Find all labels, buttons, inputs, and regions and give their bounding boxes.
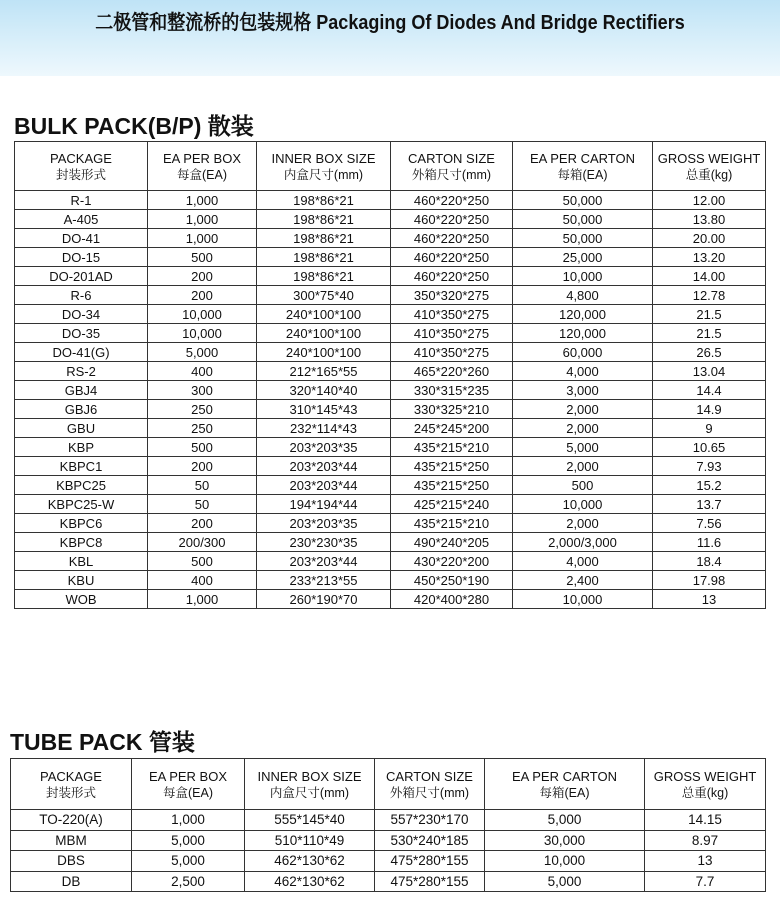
cell-package: DO-201AD — [15, 267, 148, 286]
cell-ea-per-carton: 10,000 — [485, 851, 645, 872]
cell-gross-weight: 15.2 — [653, 476, 766, 495]
cell-carton-size: 475*280*155 — [375, 851, 485, 872]
cell-gross-weight: 8.97 — [645, 830, 766, 851]
cell-ea-per-carton: 50,000 — [513, 191, 653, 210]
header-banner — [0, 0, 780, 76]
cell-ea-per-box: 200 — [148, 457, 257, 476]
cell-ea-per-box: 10,000 — [148, 324, 257, 343]
column-header-cn: 每箱(EA) — [539, 786, 590, 800]
table-row — [15, 552, 766, 571]
column-header-carton-size — [391, 142, 513, 191]
cell-ea-per-carton: 25,000 — [513, 248, 653, 267]
cell-carton-size: 460*220*250 — [391, 267, 513, 286]
cell-gross-weight: 12.00 — [653, 191, 766, 210]
column-header-cn: 每盒(EA) — [176, 168, 227, 182]
cell-ea-per-carton: 5,000 — [485, 810, 645, 831]
column-header-cn: 每盒(EA) — [162, 786, 213, 800]
cell-package: DO-15 — [15, 248, 148, 267]
column-header-inner-box-size — [245, 759, 375, 810]
cell-carton-size: 420*400*280 — [391, 590, 513, 609]
cell-gross-weight: 14.9 — [653, 400, 766, 419]
table-row — [11, 871, 766, 892]
cell-ea-per-carton: 5,000 — [485, 871, 645, 892]
cell-gross-weight: 7.7 — [645, 871, 766, 892]
cell-ea-per-carton: 4,800 — [513, 286, 653, 305]
cell-package: MBM — [11, 830, 132, 851]
column-header-en: EA PER CARTON — [512, 769, 617, 784]
header-row — [15, 142, 766, 191]
cell-gross-weight: 13 — [645, 851, 766, 872]
column-header-cn: 外箱尺寸(mm) — [411, 168, 492, 182]
cell-inner-box-size: 232*114*43 — [257, 419, 391, 438]
column-header-carton-size — [375, 759, 485, 810]
bulk-pack-title: BULK PACK(B/P) 散装 — [14, 113, 254, 139]
cell-inner-box-size: 212*165*55 — [257, 362, 391, 381]
table-row — [11, 830, 766, 851]
cell-carton-size: 435*215*210 — [391, 438, 513, 457]
cell-ea-per-box: 500 — [148, 552, 257, 571]
cell-package: GBJ6 — [15, 400, 148, 419]
cell-inner-box-size: 194*194*44 — [257, 495, 391, 514]
cell-ea-per-carton: 2,000 — [513, 419, 653, 438]
cell-carton-size: 460*220*250 — [391, 248, 513, 267]
column-header-gross-weight — [653, 142, 766, 191]
table-row — [15, 362, 766, 381]
table-row — [15, 457, 766, 476]
cell-inner-box-size: 198*86*21 — [257, 229, 391, 248]
cell-inner-box-size: 203*203*44 — [257, 476, 391, 495]
cell-carton-size: 245*245*200 — [391, 419, 513, 438]
cell-inner-box-size: 240*100*100 — [257, 343, 391, 362]
cell-package: KBPC25 — [15, 476, 148, 495]
column-header-ea-per-carton — [485, 759, 645, 810]
table-row — [15, 381, 766, 400]
cell-carton-size: 435*215*250 — [391, 457, 513, 476]
cell-ea-per-box: 400 — [148, 571, 257, 590]
cell-ea-per-box: 200 — [148, 267, 257, 286]
cell-inner-box-size: 462*130*62 — [245, 871, 375, 892]
cell-carton-size: 557*230*170 — [375, 810, 485, 831]
cell-gross-weight: 13.7 — [653, 495, 766, 514]
cell-ea-per-box: 1,000 — [148, 191, 257, 210]
cell-ea-per-box: 200 — [148, 286, 257, 305]
cell-inner-box-size: 203*203*44 — [257, 457, 391, 476]
table-row — [15, 514, 766, 533]
tube-pack-table — [10, 758, 766, 892]
cell-inner-box-size: 230*230*35 — [257, 533, 391, 552]
cell-package: KBPC25-W — [15, 495, 148, 514]
column-header-cn: 内盒尺寸(mm) — [283, 168, 364, 182]
table-row — [15, 324, 766, 343]
cell-ea-per-box: 50 — [148, 476, 257, 495]
cell-ea-per-carton: 50,000 — [513, 229, 653, 248]
page-title: 二极管和整流桥的包装规格 Packaging Of Diodes And Bridge Rectifiers — [95, 12, 685, 34]
column-header-package — [11, 759, 132, 810]
cell-carton-size: 490*240*205 — [391, 533, 513, 552]
cell-carton-size: 435*215*250 — [391, 476, 513, 495]
column-header-en: GROSS WEIGHT — [657, 151, 761, 166]
cell-package: KBPC6 — [15, 514, 148, 533]
cell-package: DO-35 — [15, 324, 148, 343]
table-row — [15, 533, 766, 552]
cell-carton-size: 425*215*240 — [391, 495, 513, 514]
cell-ea-per-box: 1,000 — [148, 210, 257, 229]
cell-carton-size: 410*350*275 — [391, 343, 513, 362]
cell-ea-per-box: 500 — [148, 438, 257, 457]
cell-inner-box-size: 320*140*40 — [257, 381, 391, 400]
cell-package: R-6 — [15, 286, 148, 305]
cell-gross-weight: 17.98 — [653, 571, 766, 590]
cell-carton-size: 460*220*250 — [391, 229, 513, 248]
column-header-ea-per-box — [132, 759, 245, 810]
cell-ea-per-carton: 120,000 — [513, 324, 653, 343]
cell-ea-per-carton: 500 — [513, 476, 653, 495]
cell-package: A-405 — [15, 210, 148, 229]
cell-ea-per-box: 1,000 — [148, 229, 257, 248]
cell-inner-box-size: 310*145*43 — [257, 400, 391, 419]
table-row — [15, 229, 766, 248]
cell-package: DO-41 — [15, 229, 148, 248]
cell-inner-box-size: 233*213*55 — [257, 571, 391, 590]
column-header-en: EA PER CARTON — [530, 151, 635, 166]
column-header-cn: 封装形式 — [55, 168, 106, 182]
column-header-en: GROSS WEIGHT — [653, 769, 757, 784]
cell-package: KBL — [15, 552, 148, 571]
cell-package: GBU — [15, 419, 148, 438]
cell-gross-weight: 26.5 — [653, 343, 766, 362]
cell-carton-size: 330*325*210 — [391, 400, 513, 419]
column-header-en: INNER BOX SIZE — [257, 769, 362, 784]
cell-ea-per-carton: 10,000 — [513, 590, 653, 609]
cell-inner-box-size: 462*130*62 — [245, 851, 375, 872]
column-header-en: CARTON SIZE — [408, 151, 495, 166]
cell-ea-per-carton: 2,000/3,000 — [513, 533, 653, 552]
column-header-ea-per-carton — [513, 142, 653, 191]
cell-carton-size: 475*280*155 — [375, 871, 485, 892]
column-header-cn: 内盒尺寸(mm) — [269, 786, 350, 800]
cell-gross-weight: 18.4 — [653, 552, 766, 571]
cell-carton-size: 530*240*185 — [375, 830, 485, 851]
column-header-inner-box-size — [257, 142, 391, 191]
cell-gross-weight: 13.20 — [653, 248, 766, 267]
cell-ea-per-carton: 10,000 — [513, 267, 653, 286]
table-row — [15, 305, 766, 324]
cell-ea-per-box: 2,500 — [132, 871, 245, 892]
cell-gross-weight: 10.65 — [653, 438, 766, 457]
column-header-cn: 每箱(EA) — [557, 168, 608, 182]
cell-inner-box-size: 198*86*21 — [257, 267, 391, 286]
cell-carton-size: 435*215*210 — [391, 514, 513, 533]
header-row — [11, 759, 766, 810]
cell-gross-weight: 13.80 — [653, 210, 766, 229]
cell-inner-box-size: 240*100*100 — [257, 324, 391, 343]
table-row — [15, 191, 766, 210]
table-row — [15, 476, 766, 495]
cell-ea-per-carton: 30,000 — [485, 830, 645, 851]
cell-gross-weight: 21.5 — [653, 305, 766, 324]
cell-package: R-1 — [15, 191, 148, 210]
table-row — [15, 495, 766, 514]
cell-ea-per-box: 5,000 — [148, 343, 257, 362]
cell-carton-size: 450*250*190 — [391, 571, 513, 590]
cell-carton-size: 350*320*275 — [391, 286, 513, 305]
cell-carton-size: 430*220*200 — [391, 552, 513, 571]
cell-carton-size: 460*220*250 — [391, 191, 513, 210]
table-row — [15, 419, 766, 438]
table-row — [15, 210, 766, 229]
cell-ea-per-carton: 2,000 — [513, 514, 653, 533]
cell-ea-per-box: 1,000 — [132, 810, 245, 831]
cell-ea-per-box: 250 — [148, 419, 257, 438]
cell-ea-per-carton: 2,000 — [513, 457, 653, 476]
cell-gross-weight: 13.04 — [653, 362, 766, 381]
column-header-cn: 总重(kg) — [681, 786, 729, 800]
table-row — [11, 810, 766, 831]
cell-ea-per-box: 200 — [148, 514, 257, 533]
cell-gross-weight: 7.56 — [653, 514, 766, 533]
cell-ea-per-carton: 3,000 — [513, 381, 653, 400]
cell-ea-per-box: 50 — [148, 495, 257, 514]
table-row — [15, 248, 766, 267]
cell-inner-box-size: 203*203*35 — [257, 438, 391, 457]
cell-ea-per-box: 1,000 — [148, 590, 257, 609]
cell-ea-per-carton: 2,000 — [513, 400, 653, 419]
cell-ea-per-box: 300 — [148, 381, 257, 400]
cell-gross-weight: 12.78 — [653, 286, 766, 305]
table-row — [11, 851, 766, 872]
cell-inner-box-size: 203*203*35 — [257, 514, 391, 533]
cell-gross-weight: 21.5 — [653, 324, 766, 343]
cell-ea-per-box: 500 — [148, 248, 257, 267]
column-header-en: INNER BOX SIZE — [271, 151, 376, 166]
column-header-cn: 总重(kg) — [685, 168, 733, 182]
cell-ea-per-box: 5,000 — [132, 830, 245, 851]
cell-carton-size: 465*220*260 — [391, 362, 513, 381]
table-row — [15, 343, 766, 362]
table-row — [15, 590, 766, 609]
cell-ea-per-carton: 50,000 — [513, 210, 653, 229]
cell-ea-per-carton: 4,000 — [513, 362, 653, 381]
cell-ea-per-carton: 120,000 — [513, 305, 653, 324]
cell-inner-box-size: 203*203*44 — [257, 552, 391, 571]
cell-package: TO-220(A) — [11, 810, 132, 831]
table-row — [15, 438, 766, 457]
cell-inner-box-size: 198*86*21 — [257, 210, 391, 229]
cell-package: GBJ4 — [15, 381, 148, 400]
cell-ea-per-carton: 10,000 — [513, 495, 653, 514]
cell-gross-weight: 14.00 — [653, 267, 766, 286]
column-header-gross-weight — [645, 759, 766, 810]
cell-carton-size: 410*350*275 — [391, 305, 513, 324]
column-header-en: PACKAGE — [50, 151, 112, 166]
cell-carton-size: 330*315*235 — [391, 381, 513, 400]
cell-gross-weight: 14.15 — [645, 810, 766, 831]
cell-carton-size: 410*350*275 — [391, 324, 513, 343]
cell-inner-box-size: 300*75*40 — [257, 286, 391, 305]
cell-ea-per-box: 250 — [148, 400, 257, 419]
cell-carton-size: 460*220*250 — [391, 210, 513, 229]
bulk-pack-table — [14, 141, 766, 609]
table-row — [15, 286, 766, 305]
cell-package: DO-41(G) — [15, 343, 148, 362]
cell-ea-per-carton: 2,400 — [513, 571, 653, 590]
column-header-en: CARTON SIZE — [386, 769, 473, 784]
table-row — [15, 571, 766, 590]
cell-ea-per-box: 200/300 — [148, 533, 257, 552]
cell-ea-per-carton: 60,000 — [513, 343, 653, 362]
cell-ea-per-box: 10,000 — [148, 305, 257, 324]
column-header-en: EA PER BOX — [148, 769, 228, 784]
column-header-en: EA PER BOX — [162, 151, 242, 166]
cell-inner-box-size: 510*110*49 — [245, 830, 375, 851]
cell-ea-per-box: 5,000 — [132, 851, 245, 872]
cell-package: DBS — [11, 851, 132, 872]
cell-gross-weight: 11.6 — [653, 533, 766, 552]
cell-gross-weight: 7.93 — [653, 457, 766, 476]
cell-ea-per-box: 400 — [148, 362, 257, 381]
cell-package: DB — [11, 871, 132, 892]
cell-package: DO-34 — [15, 305, 148, 324]
cell-inner-box-size: 198*86*21 — [257, 248, 391, 267]
column-header-cn: 封装形式 — [45, 786, 96, 800]
cell-gross-weight: 13 — [653, 590, 766, 609]
tube-pack-title: TUBE PACK 管装 — [10, 729, 195, 755]
cell-inner-box-size: 240*100*100 — [257, 305, 391, 324]
column-header-cn: 外箱尺寸(mm) — [389, 786, 470, 800]
cell-gross-weight: 20.00 — [653, 229, 766, 248]
cell-package: RS-2 — [15, 362, 148, 381]
cell-package: KBPC8 — [15, 533, 148, 552]
cell-package: KBPC1 — [15, 457, 148, 476]
column-header-en: PACKAGE — [40, 769, 102, 784]
cell-package: WOB — [15, 590, 148, 609]
cell-inner-box-size: 555*145*40 — [245, 810, 375, 831]
cell-inner-box-size: 198*86*21 — [257, 191, 391, 210]
cell-gross-weight: 9 — [653, 419, 766, 438]
cell-ea-per-carton: 5,000 — [513, 438, 653, 457]
column-header-package — [15, 142, 148, 191]
cell-package: KBP — [15, 438, 148, 457]
cell-gross-weight: 14.4 — [653, 381, 766, 400]
column-header-ea-per-box — [148, 142, 257, 191]
cell-inner-box-size: 260*190*70 — [257, 590, 391, 609]
cell-package: KBU — [15, 571, 148, 590]
table-row — [15, 267, 766, 286]
table-row — [15, 400, 766, 419]
cell-ea-per-carton: 4,000 — [513, 552, 653, 571]
